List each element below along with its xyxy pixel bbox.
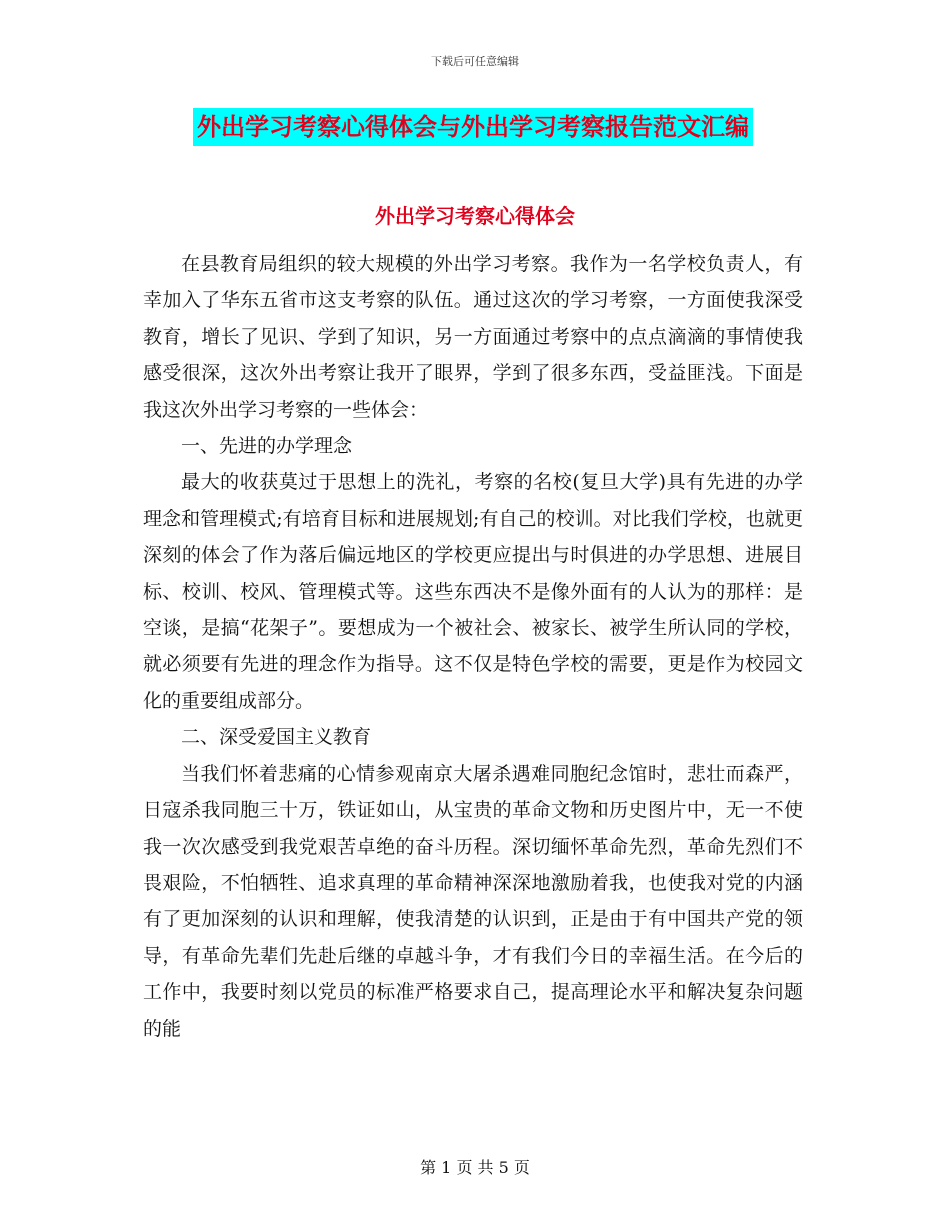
section-title: 外出学习考察心得体会 <box>375 204 575 228</box>
header-note: 下载后可任意编辑 <box>431 55 519 68</box>
subheading-advanced-philosophy: 一、先进的办学理念 <box>181 435 353 458</box>
page-indicator: 第 1 页 共 5 页 <box>420 1158 530 1177</box>
paragraph-advanced-philosophy: 最大的收获莫过于思想上的洗礼，考察的名校(复旦大学)具有先进的办学理念和管理模式;有培育目标和进展规划;有自己的校训。对比我们学校，也就更深刻的体会了作为落后偏远地区的学校更应提出与时俱进的办学思想、进展目标、校训、校风、管理模式等。这些东西决不是像外面有的人认为的那样：是空谈，是搞“花架子”。要想成为一个被社会、被家长、被学生所认同的学校，就必须要有先进的理念作为指导。这不仅是特色学校的需要，更是作为校园文化的重要组成部分。 <box>143 471 803 712</box>
paragraph-intro: 在县教育局组织的较大规模的外出学习考察。我作为一名学校负责人，有幸加入了华东五省市这支考察的队伍。通过这次的学习考察，一方面使我深受教育，增长了见识、学到了知识，另一方面通过考察中的点点滴滴的事情使我感受很深，这次外出考察让我开了眼界，学到了很多东西，受益匪浅。下面是我这次外出学习考察的一些体会： <box>143 253 803 421</box>
document-main-title: 外出学习考察心得体会与外出学习考察报告范文汇编 <box>193 108 753 146</box>
document-body <box>143 246 803 1047</box>
subheading-patriotic-education: 二、深受爱国主义教育 <box>181 726 372 749</box>
paragraph-patriotic-education: 当我们怀着悲痛的心情参观南京大屠杀遇难同胞纪念馆时，悲壮而森严，日寇杀我同胞三十万，铁证如山，从宝贵的革命文物和历史图片中，无一不使我一次次感受到我党艰苦卓绝的奋斗历程。深切缅怀革命先烈，革命先烈们不畏艰险，不怕牺牲、追求真理的革命精神深深地激励着我，也使我对党的内涵有了更加深刻的认识和理解，使我清楚的认识到，正是由于有中国共产党的领导，有革命先辈们先赴后继的卓越斗争，才有我们今日的幸福生活。在今后的工作中，我要时刻以党员的标准严格要求自己，提高理论水平和解决复杂问题的能 <box>143 762 803 1040</box>
